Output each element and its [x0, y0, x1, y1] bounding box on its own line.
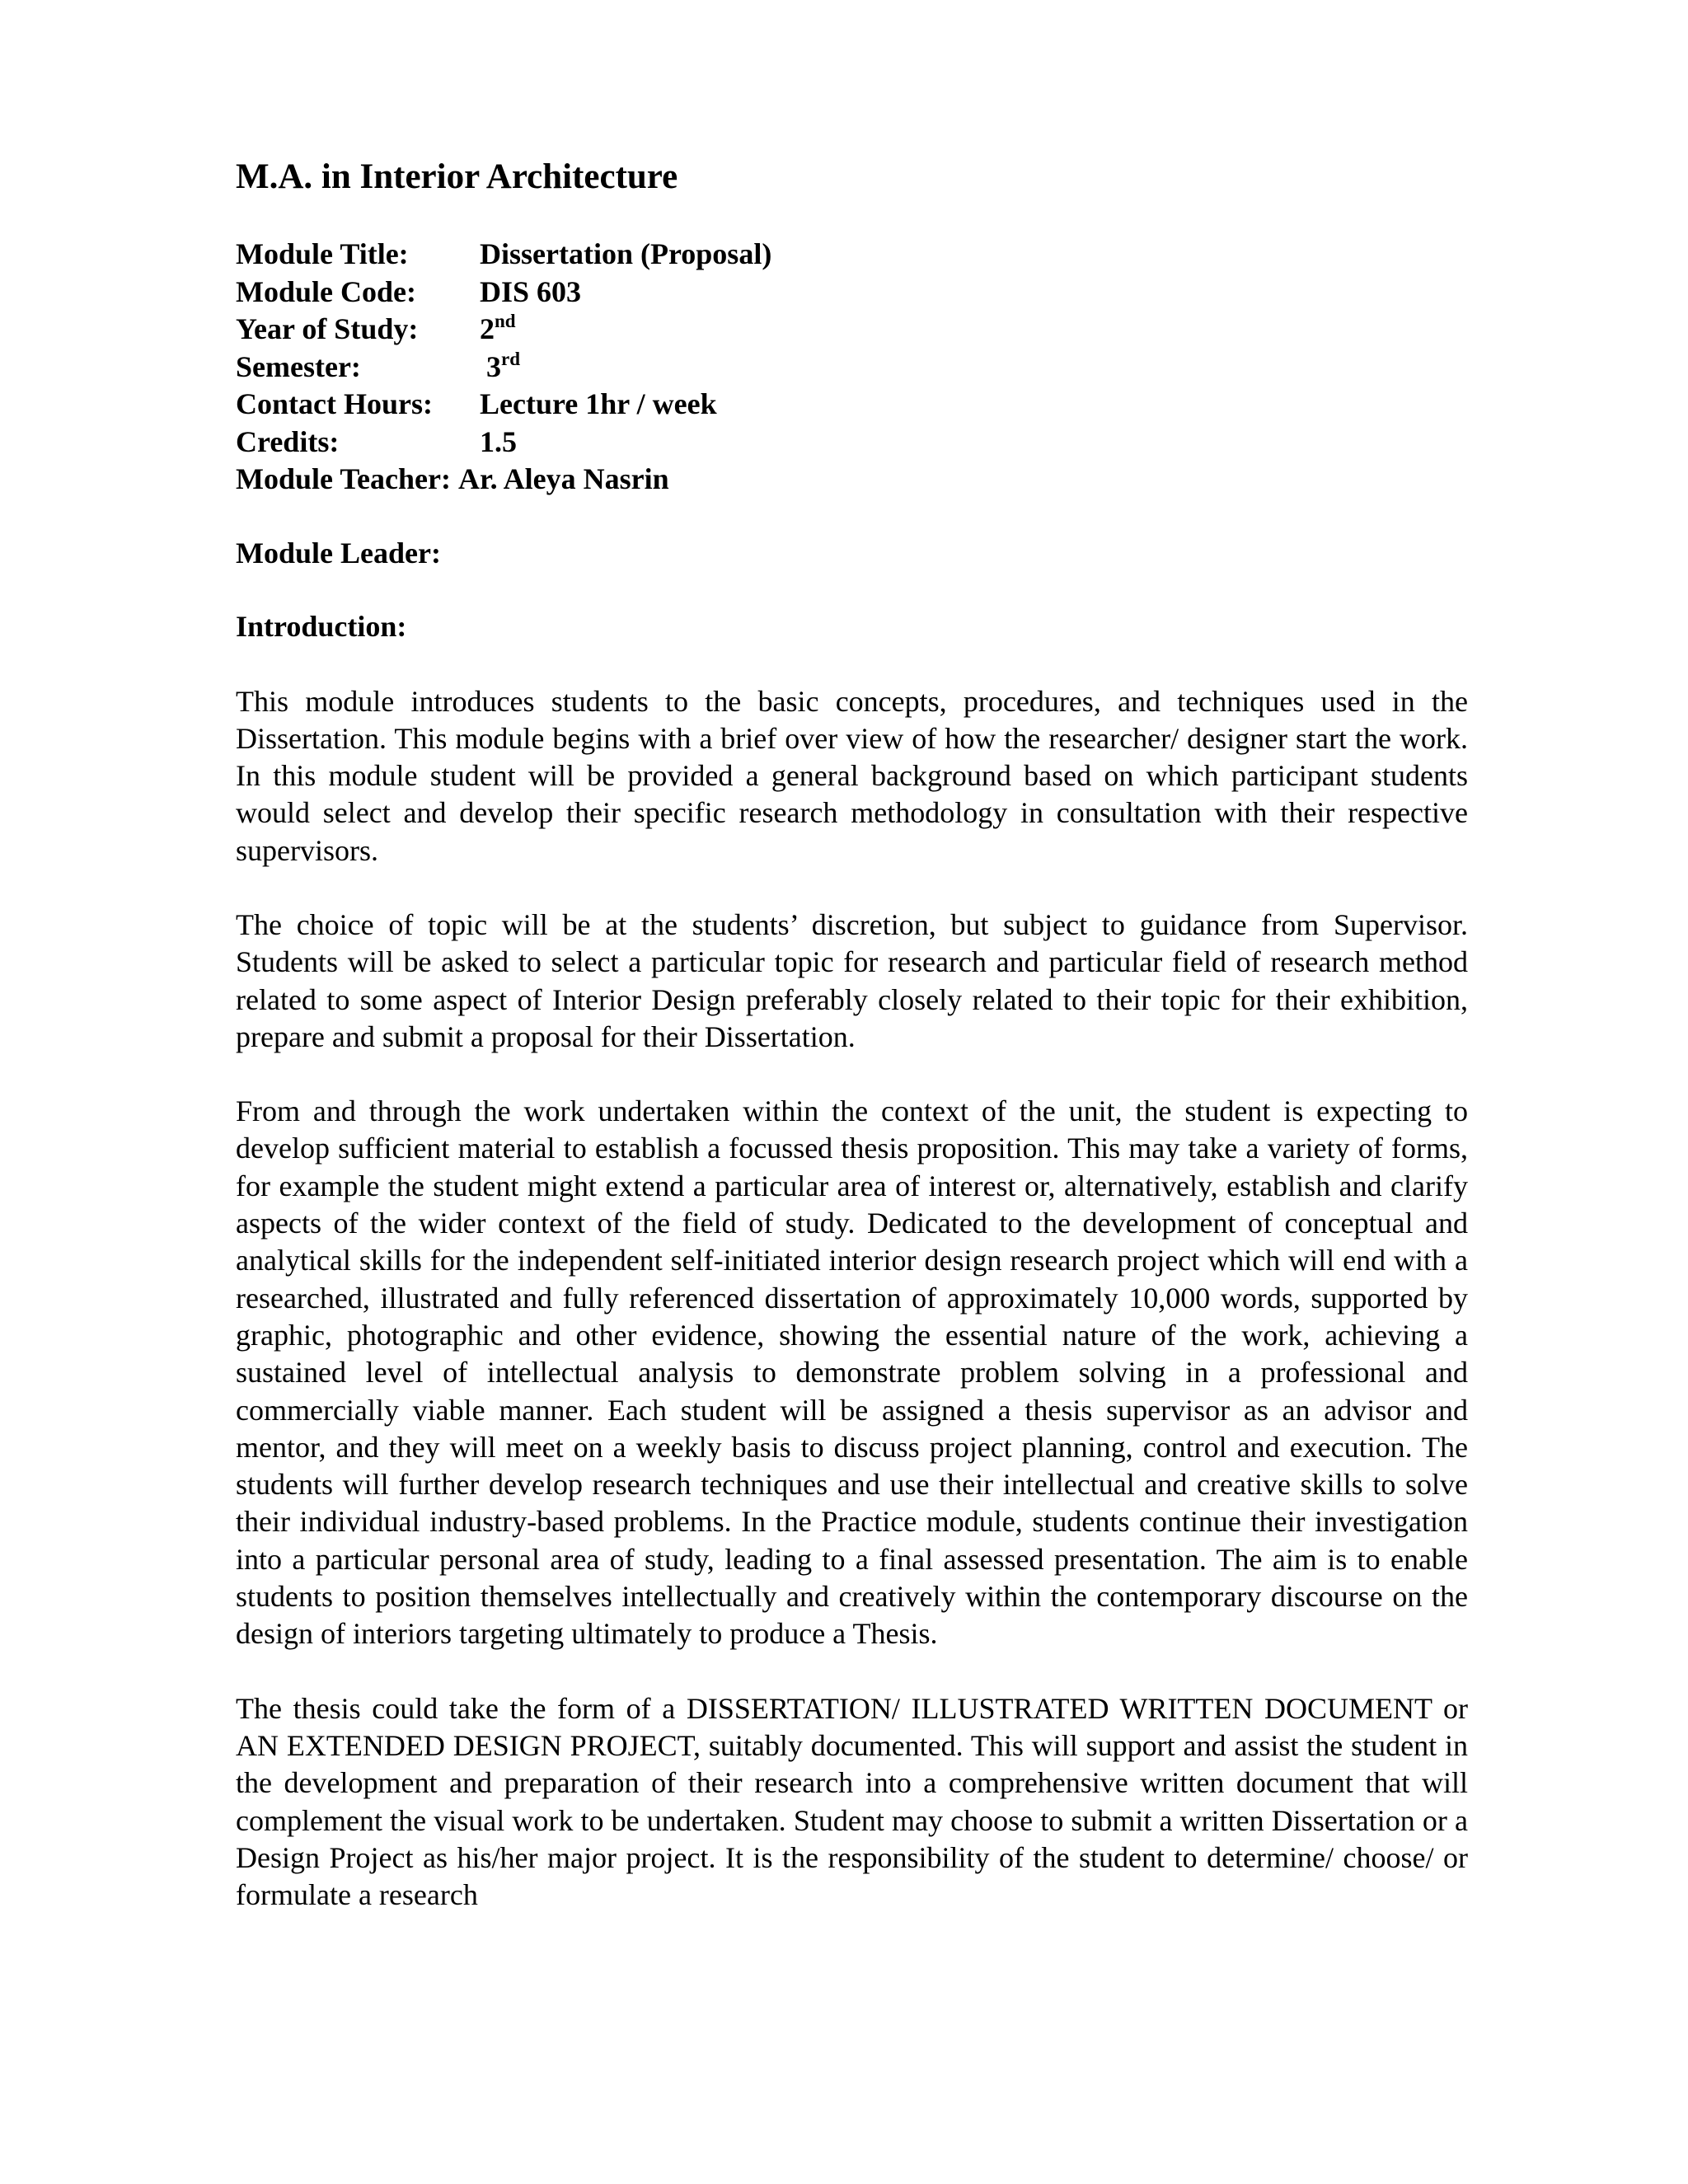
year-of-study-label: Year of Study:	[236, 312, 419, 345]
document-title: M.A. in Interior Architecture	[236, 157, 678, 196]
intro-paragraph-2: The choice of topic will be at the students’ discretion, but subject to guidance from Supervisor. Students will be asked to select a particular topic for research and particular field of research method related to some aspect of Interior Design preferably closely related to their topic for their exhibition, prepare and submit a proposal for their Dissertation.	[236, 907, 1468, 1053]
semester-number: 3	[486, 349, 501, 383]
credits-value: 1.5	[480, 424, 517, 458]
module-teacher-value: Ar. Aleya Nasrin	[457, 462, 669, 495]
semester-ordinal-suffix: rd	[501, 348, 520, 369]
semester-label: Semester:	[236, 349, 361, 383]
credits-row	[236, 424, 1468, 462]
introduction-heading: Introduction:	[236, 609, 407, 643]
year-of-study-row	[236, 311, 1468, 349]
semester-value	[480, 349, 520, 387]
intro-paragraph-3: From and through the work undertaken within the context of the unit, the student is expecting to develop sufficient material to establish a focussed thesis proposition. This may take a variety of forms, for example the student might extend a particular area of interest or, alternatively, establish and clarify aspects of the wider context of the field of study. Dedicated to the development of conceptual and analytical skills for the independent self-initiated interior design research project which will end with a researched, illustrated and fully referenced dissertation of approximately 10,000 words, supported by graphic, photographic and other evidence, showing the essential nature of the work, achieving a sustained level of intellectual analysis to demonstrate problem solving in a professional and commercially viable manner. Each student will be assigned a thesis supervisor as an advisor and mentor, and they will meet on a weekly basis to discuss project planning, control and execution. The students will further develop research techniques and use their intellectual and creative skills to solve their individual industry-based problems. In the Practice module, students continue their investigation into a particular personal area of study, leading to a final assessed presentation. The aim is to enable students to position themselves intellectually and creatively within the contemporary discourse on the design of interiors targeting ultimately to produce a Thesis.	[236, 1094, 1468, 1651]
module-details	[236, 236, 1468, 499]
module-code-value: DIS 603	[480, 274, 582, 308]
contact-hours-row	[236, 386, 1468, 424]
contact-hours-label: Contact Hours:	[236, 387, 433, 420]
document-page	[236, 157, 1468, 1943]
module-teacher-label: Module Teacher:	[236, 462, 451, 495]
intro-paragraph-4: The thesis could take the form of a DISSERTATION/ ILLUSTRATED WRITTEN DOCUMENT or AN EXTENDED DESIGN PROJECT, suitably documented. This will support and assist the student in the development and preparation of their research into a comprehensive written document that will complement the visual work to be undertaken. Student may choose to submit a written Dissertation or a Design Project as his/her major project. It is the responsibility of the student to determine/ choose/ or formulate a research	[236, 1691, 1468, 1912]
intro-paragraph-1: This module introduces students to the basic concepts, procedures, and techniques used in the Dissertation. This module begins with a brief over view of how the researcher/ designer start the work. In this module student will be provided a general background based on which participant students would select and develop their specific research methodology in consultation with their respective supervisors.	[236, 684, 1468, 867]
module-title-row	[236, 236, 1468, 274]
module-code-label: Module Code:	[236, 274, 416, 308]
module-title-label: Module Title:	[236, 237, 409, 270]
year-ordinal-suffix: nd	[495, 311, 516, 331]
module-teacher-row	[236, 461, 1468, 499]
semester-row	[236, 349, 1468, 387]
year-number: 2	[480, 312, 495, 345]
module-code-row	[236, 274, 1468, 312]
year-of-study-value	[480, 311, 516, 349]
contact-hours-value: Lecture 1hr / week	[480, 387, 717, 420]
module-leader-label: Module Leader:	[236, 536, 441, 569]
credits-label: Credits:	[236, 424, 340, 458]
module-title-value: Dissertation (Proposal)	[480, 237, 772, 270]
